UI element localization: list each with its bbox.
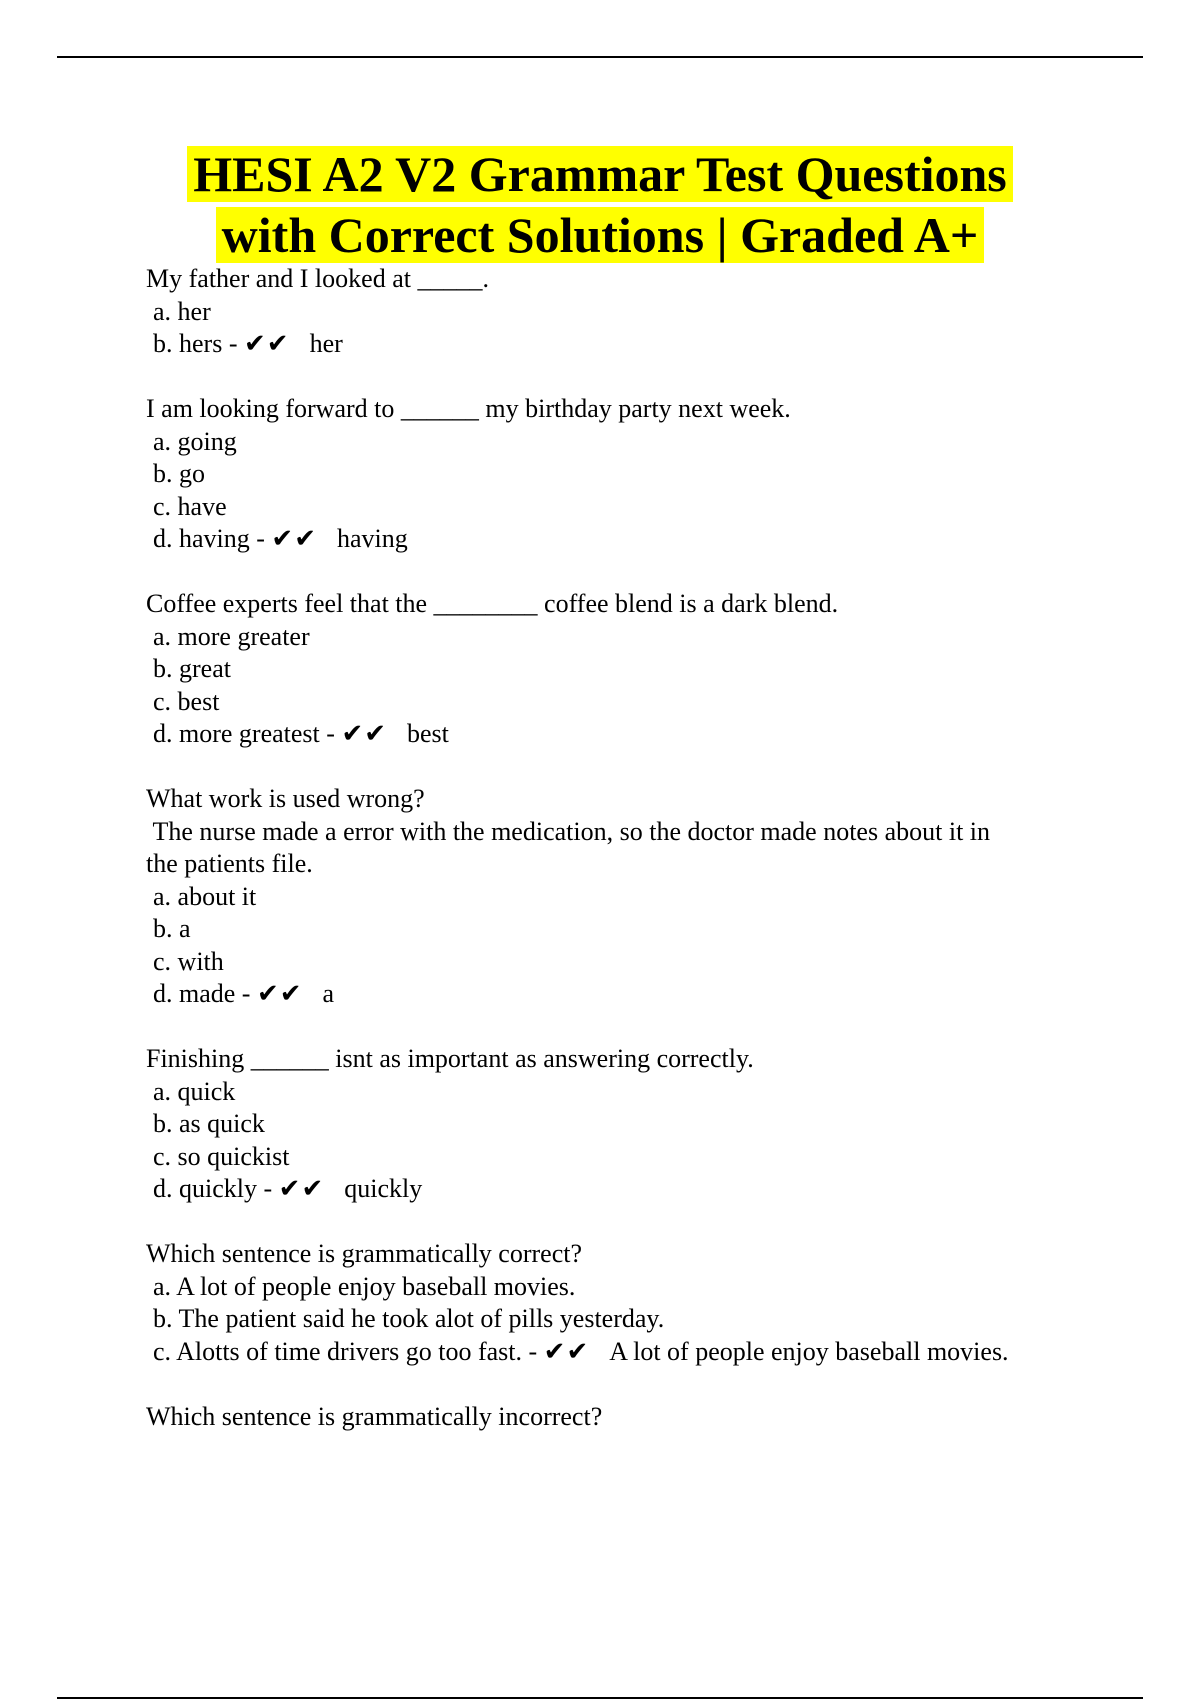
question-block bbox=[146, 1043, 1096, 1206]
answer-option bbox=[146, 686, 1096, 719]
answer-option bbox=[146, 1076, 1096, 1109]
answer-option bbox=[146, 718, 1096, 751]
option-text: b. hers - bbox=[153, 329, 238, 358]
option-text: c. best bbox=[153, 686, 220, 716]
answer-option bbox=[146, 913, 1096, 946]
question-stem: The nurse made a error with the medication, so the doctor made notes about it in bbox=[146, 816, 991, 846]
footer-rule bbox=[57, 1697, 1143, 1699]
answer-option bbox=[146, 1173, 1096, 1206]
answer-option bbox=[146, 978, 1096, 1011]
option-text: d. made - bbox=[153, 979, 251, 1008]
option-text: a. going bbox=[153, 426, 237, 456]
question-stem: Which sentence is grammatically incorrect? bbox=[146, 1401, 603, 1431]
option-text: b. a bbox=[153, 914, 191, 943]
option-text: d. quickly - bbox=[153, 1174, 273, 1203]
option-text: c. so quickist bbox=[153, 1141, 290, 1171]
correct-answer: best bbox=[407, 719, 449, 748]
answer-option bbox=[146, 653, 1096, 686]
option-text: c. Alotts of time drivers go too fast. - bbox=[153, 1336, 538, 1366]
title-line-1: HESI A2 V2 Grammar Test Questions bbox=[187, 146, 1013, 202]
answer-option bbox=[146, 426, 1096, 459]
checkmark-icon: ✔✔ bbox=[341, 719, 388, 748]
answer-option bbox=[146, 523, 1096, 556]
answer-option bbox=[146, 946, 1096, 979]
question-stem: the patients file. bbox=[146, 849, 313, 878]
option-text: a. quick bbox=[153, 1076, 236, 1106]
checkmark-icon: ✔✔ bbox=[243, 329, 290, 358]
question-stem: What work is used wrong? bbox=[146, 784, 425, 813]
option-text: b. go bbox=[153, 459, 205, 488]
answer-option bbox=[146, 1141, 1096, 1174]
option-text: b. as quick bbox=[153, 1109, 265, 1138]
answer-option bbox=[146, 881, 1096, 914]
answer-option bbox=[146, 1303, 1096, 1336]
option-text: c. have bbox=[153, 491, 227, 521]
question-stem: Which sentence is grammatically correct? bbox=[146, 1239, 583, 1268]
question-stem: I am looking forward to ______ my birthday party next week. bbox=[146, 394, 791, 423]
question-block bbox=[146, 588, 1096, 751]
checkmark-icon: ✔✔ bbox=[271, 524, 317, 553]
answer-option bbox=[146, 1271, 1096, 1304]
header-rule bbox=[57, 56, 1143, 58]
correct-answer: a bbox=[322, 979, 335, 1008]
title-line-2: with Correct Solutions | Graded A+ bbox=[216, 207, 985, 263]
answer-option bbox=[146, 621, 1096, 654]
answer-option bbox=[146, 491, 1096, 524]
question-block bbox=[146, 393, 1096, 556]
checkmark-icon: ✔✔ bbox=[543, 1336, 590, 1366]
question-block bbox=[146, 1238, 1096, 1368]
option-text: d. more greatest - bbox=[153, 719, 335, 748]
option-text: a. her bbox=[153, 296, 211, 326]
option-text: a. about it bbox=[153, 881, 257, 911]
correct-answer: A lot of people enjoy baseball movies. bbox=[609, 1336, 1009, 1366]
checkmark-icon: ✔✔ bbox=[278, 1174, 325, 1203]
answer-option bbox=[146, 458, 1096, 491]
answer-option bbox=[146, 296, 1096, 329]
question-stem: Finishing ______ isnt as important as answering correctly. bbox=[146, 1044, 754, 1073]
question-block bbox=[146, 263, 1096, 361]
correct-answer: her bbox=[309, 329, 343, 358]
answer-option bbox=[146, 1336, 1096, 1369]
correct-answer: quickly bbox=[344, 1174, 423, 1203]
correct-answer: having bbox=[337, 524, 408, 553]
answer-option bbox=[146, 1108, 1096, 1141]
answer-option bbox=[146, 328, 1096, 361]
question-stem: My father and I looked at _____. bbox=[146, 264, 489, 293]
option-text: a. A lot of people enjoy baseball movies. bbox=[153, 1271, 576, 1301]
option-text: d. having - bbox=[153, 524, 265, 553]
option-text: b. great bbox=[153, 654, 231, 683]
option-text: a. more greater bbox=[153, 621, 310, 651]
option-text: b. The patient said he took alot of pills yesterday. bbox=[153, 1304, 665, 1333]
checkmark-icon: ✔✔ bbox=[256, 979, 303, 1008]
question-block bbox=[146, 1401, 1096, 1434]
question-list bbox=[146, 263, 1096, 1466]
question-stem: Coffee experts feel that the ________ coffee blend is a dark blend. bbox=[146, 589, 839, 618]
option-text: c. with bbox=[153, 946, 224, 976]
question-block bbox=[146, 783, 1096, 1011]
document-title bbox=[0, 144, 1200, 266]
